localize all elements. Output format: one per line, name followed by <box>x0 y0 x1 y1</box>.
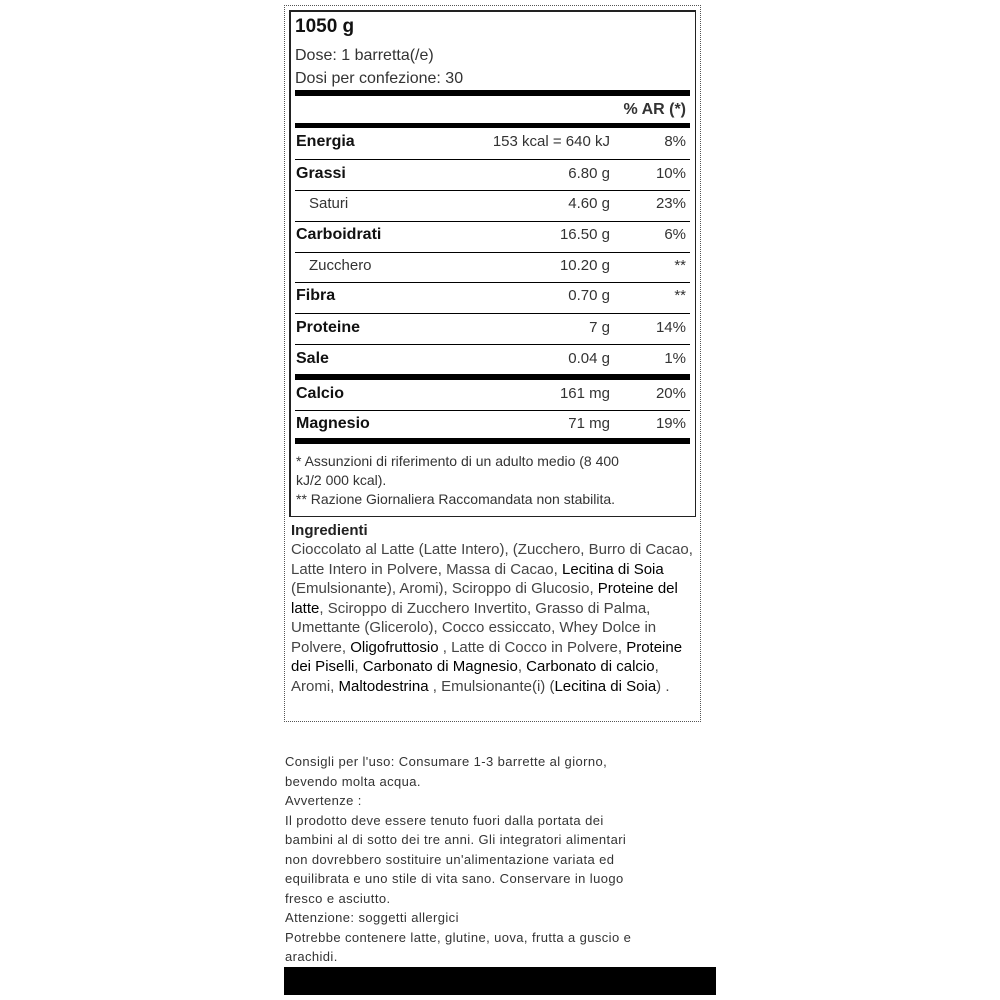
allergen-highlight: Lecitina di Soia <box>561 560 664 578</box>
nutrient-value: 4.60 g <box>568 195 610 212</box>
nutrient-name: Magnesio <box>296 415 370 432</box>
ingredients-title: Ingredienti <box>291 522 368 539</box>
nutrient-value: 0.04 g <box>568 350 610 367</box>
nutrient-ar: 19% <box>655 415 686 432</box>
divider <box>295 190 690 191</box>
ingredient-text: , Latte di Cocco in Polvere, <box>438 638 627 656</box>
nutrient-ar: ** <box>674 257 686 274</box>
nutrient-row <box>295 385 690 407</box>
nutrient-row <box>295 319 690 341</box>
servings-per-pack: Dosi per confezione: 30 <box>295 70 464 87</box>
usage-line: Attenzione: soggetti allergici <box>285 910 459 925</box>
usage-line: bevendo molta acqua. <box>285 773 421 789</box>
usage-line: non dovrebbero sostituire un'alimentazione variata ed <box>285 851 615 867</box>
footnote: ** Razione Giornaliera Raccomandata non stabilita. <box>296 491 616 507</box>
divider <box>295 410 690 411</box>
ingredient-text: , <box>354 658 363 675</box>
divider <box>295 313 690 314</box>
nutrient-row <box>295 415 690 437</box>
divider <box>295 282 690 283</box>
nutrient-ar: 6% <box>664 226 686 243</box>
nutrient-name: Energia <box>296 133 355 150</box>
ingredient-text: , Emulsionante(i) ( <box>428 677 555 695</box>
ingredient-text: Cioccolato al Latte (Latte Intero), (Zucchero, Burro di Cacao, Latte Intero in Polvere, Massa di Cacao, <box>291 541 693 578</box>
divider <box>295 252 690 253</box>
nutrient-row <box>295 287 690 309</box>
nutrient-ar: 8% <box>664 133 686 150</box>
nutrient-row <box>295 195 690 217</box>
divider-thick <box>295 374 690 380</box>
allergen-highlight: Oligofruttosio <box>350 638 439 656</box>
ar-header: % AR (*) <box>623 101 686 118</box>
ingredients-section <box>291 521 701 696</box>
nutrient-value: 16.50 g <box>559 226 610 243</box>
allergen-highlight: Carbonato di calcio <box>526 658 655 675</box>
usage-line: Il prodotto deve essere tenuto fuori dalla portata dei <box>285 812 604 828</box>
nutrient-ar: ** <box>674 287 686 304</box>
nutrient-ar: 14% <box>655 319 686 336</box>
ingredient-text: , <box>517 658 527 675</box>
ingredient-text: ) . <box>656 677 670 695</box>
allergen-highlight: Proteine dei Piselli <box>291 638 683 675</box>
divider <box>295 159 690 160</box>
allergen-highlight: Carbonato di Magnesio <box>362 658 518 675</box>
footnote: * Assunzioni di riferimento di un adulto medio (8 400 <box>296 453 619 469</box>
footnote: kJ/2 000 kcal). <box>296 472 387 488</box>
ingredient-text: , Sciroppo di Zucchero Invertito, Grasso di Palma, Umettante (Glicerolo), Cocco essiccato, Whey Dolce in Polvere, <box>291 599 657 656</box>
nutrient-name: Saturi <box>309 195 349 212</box>
usage-instructions <box>285 752 725 967</box>
divider-thick <box>295 90 690 96</box>
nutrient-name: Grassi <box>296 165 346 182</box>
ingredient-text: , Aromi, <box>291 658 659 695</box>
nutrient-name: Sale <box>296 350 329 367</box>
nutrient-name: Calcio <box>296 385 345 402</box>
allergen-highlight: Proteine del latte <box>291 580 678 617</box>
usage-line: fresco e asciutto. <box>285 890 391 906</box>
serving-size: Dose: 1 barretta(/e) <box>295 47 434 64</box>
divider-thick <box>295 438 690 444</box>
allergen-highlight: Lecitina di Soia <box>554 677 657 695</box>
nutrient-ar: 1% <box>664 350 686 367</box>
nutrient-value: 7 g <box>589 319 610 336</box>
nutrient-ar: 10% <box>655 165 686 182</box>
usage-line: Potrebbe contenere latte, glutine, uova, frutta a guscio e <box>285 929 632 945</box>
nutrient-ar: 20% <box>655 385 686 402</box>
usage-line: arachidi. <box>285 949 338 964</box>
black-bar <box>284 967 716 995</box>
nutrient-row <box>295 257 690 279</box>
nutrient-name: Proteine <box>296 319 361 336</box>
net-weight: 1050 g <box>295 16 355 37</box>
divider <box>295 344 690 345</box>
usage-line: Consigli per l'uso: Consumare 1-3 barrette al giorno, <box>285 754 608 769</box>
divider-thick <box>295 123 690 128</box>
nutrient-row <box>295 226 690 248</box>
ingredients-text <box>291 540 701 696</box>
allergen-highlight: Maltodestrina <box>338 677 429 695</box>
nutrient-value: 6.80 g <box>568 165 610 182</box>
nutrient-name: Fibra <box>296 287 336 304</box>
nutrient-row <box>295 350 690 372</box>
nutrient-name: Zucchero <box>309 257 372 274</box>
nutrient-name: Carboidrati <box>296 226 382 243</box>
usage-line: Avvertenze : <box>285 793 362 808</box>
nutrient-value: 71 mg <box>568 415 610 432</box>
nutrient-value: 10.20 g <box>559 257 610 274</box>
nutrient-row <box>295 165 690 187</box>
divider <box>295 221 690 222</box>
nutrient-value: 0.70 g <box>568 287 610 304</box>
ingredient-text: (Emulsionante), Aromi), Sciroppo di Glucosio, <box>291 580 598 597</box>
usage-line: bambini al di sotto dei tre anni. Gli integratori alimentari <box>285 832 627 847</box>
nutrient-ar: 23% <box>655 195 686 212</box>
usage-line: equilibrata e uno stile di vita sano. Conservare in luogo <box>285 871 624 886</box>
nutrient-value: 161 mg <box>559 385 610 402</box>
nutrient-value: 153 kcal = 640 kJ <box>492 133 610 150</box>
nutrient-row <box>295 133 690 155</box>
